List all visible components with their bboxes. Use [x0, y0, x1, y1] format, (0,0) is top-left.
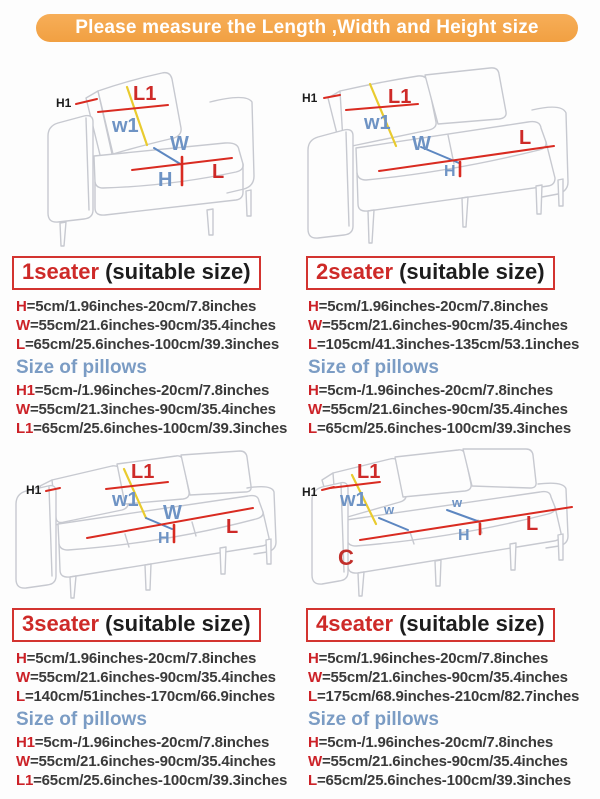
measurements-3seater [0, 649, 300, 790]
pillows-heading: Size of pillows [16, 357, 147, 378]
pillows-heading: Size of pillows [16, 709, 147, 730]
l-label: L [519, 127, 532, 149]
measure-line: H1=5cm-/1.96inches-20cm/7.8inches [16, 734, 270, 751]
measure-line: L=65cm/25.6inches-100cm/39.3inches [16, 336, 279, 353]
measurements-1seater [0, 297, 300, 434]
l1-label: L1 [133, 83, 157, 105]
l1-label: L1 [388, 86, 412, 108]
w1-label: w1 [112, 115, 139, 137]
w-label: W [170, 133, 189, 155]
section-2seater [300, 52, 600, 434]
h1-label: H1 [302, 485, 318, 499]
title-suffix: (suitable size) [399, 259, 545, 284]
sofa-diagram-1seater [0, 52, 300, 248]
banner [36, 14, 578, 42]
measure-line: W=55cm/21.6inches-90cm/35.4inches [308, 317, 568, 334]
measure-line: L=65cm/25.6inches-100cm/39.3inches [308, 772, 571, 789]
section-3seater [0, 434, 300, 799]
title-suffix: (suitable size) [399, 611, 545, 636]
measure-line: L=65cm/25.6inches-100cm/39.3inches [308, 420, 571, 434]
sofa-outline [308, 68, 568, 243]
measure-line: H=5cm/1.96inches-20cm/7.8inches [308, 298, 549, 315]
pillows-heading: Size of pillows [308, 709, 439, 730]
l-label: L [226, 516, 239, 538]
title-box-1seater [12, 256, 261, 290]
h-label: H [444, 163, 456, 180]
w1-label: w1 [340, 489, 367, 511]
title-box-4seater [306, 608, 555, 642]
measure-line: H1=5cm-/1.96inches-20cm/7.8inches [16, 382, 270, 399]
sofa-diagram-2seater [300, 52, 600, 248]
title-seater: 1seater [22, 259, 100, 284]
measure-line: L=105cm/41.3inches-135cm/53.1inches [308, 336, 580, 353]
title-seater: 2seater [316, 259, 394, 284]
measure-line: L=175cm/68.9inches-210cm/82.7inches [308, 688, 580, 705]
measurements-4seater [300, 649, 600, 790]
w-label: W [163, 502, 182, 524]
measure-line: W=55cm/21.3inches-90cm/35.4inches [16, 401, 276, 418]
l-label: L [526, 513, 539, 535]
measure-line: H=5cm-/1.96inches-20cm/7.8inches [308, 734, 553, 751]
title-box-3seater [12, 608, 261, 642]
h-label: H [158, 169, 173, 191]
measure-line: W=55cm/21.6inches-90cm/35.4inches [16, 753, 276, 770]
measure-line: H=5cm/1.96inches-20cm/7.8inches [308, 650, 549, 667]
l1-label: L1 [131, 461, 155, 483]
measure-line: W=55cm/21.6inches-90cm/35.4inches [308, 401, 568, 418]
w1-label: w1 [364, 112, 391, 134]
measurements-2seater [300, 297, 600, 434]
w1-label: w1 [112, 489, 139, 511]
measure-line: W=55cm/21.6inches-90cm/35.4inches [308, 669, 568, 686]
l1-label: L1 [357, 461, 381, 483]
l-label: L [212, 161, 225, 183]
title-suffix: (suitable size) [105, 611, 251, 636]
measure-line: H=5cm/1.96inches-20cm/7.8inches [16, 650, 257, 667]
h1-label: H1 [26, 483, 42, 497]
title-seater: 4seater [316, 611, 394, 636]
c-label: C [338, 545, 354, 570]
sections-grid [0, 52, 600, 799]
measure-line: L=140cm/51inches-170cm/66.9inches [16, 688, 275, 705]
title-suffix: (suitable size) [105, 259, 251, 284]
sofa-diagram-3seater [0, 434, 300, 600]
title-seater: 3seater [22, 611, 100, 636]
w-label: W [412, 133, 431, 155]
measure-line: W=55cm/21.6inches-90cm/35.4inches [16, 317, 276, 334]
h-label: H [158, 530, 170, 547]
title-box-2seater [306, 256, 555, 290]
w-small-label-2: w [452, 495, 463, 510]
measure-line: L1=65cm/25.6inches-100cm/39.3inches [16, 420, 288, 434]
w-small-label-1: w [384, 502, 395, 517]
h1-label: H1 [302, 91, 318, 105]
pillows-heading: Size of pillows [308, 357, 439, 378]
measure-line: H=5cm/1.96inches-20cm/7.8inches [16, 298, 257, 315]
section-4seater [300, 434, 600, 799]
sofa-diagram-4seater [300, 434, 600, 600]
h1-label: H1 [56, 96, 72, 110]
measure-line: H=5cm-/1.96inches-20cm/7.8inches [308, 382, 553, 399]
measure-line: W=55cm/21.6inches-90cm/35.4inches [16, 669, 276, 686]
h-label: H [458, 527, 470, 544]
banner-text: Please measure the Length ,Width and Height size [75, 17, 539, 38]
measure-line: L1=65cm/25.6inches-100cm/39.3inches [16, 772, 288, 789]
measure-line: W=55cm/21.6inches-90cm/35.4inches [308, 753, 568, 770]
section-1seater [0, 52, 300, 434]
